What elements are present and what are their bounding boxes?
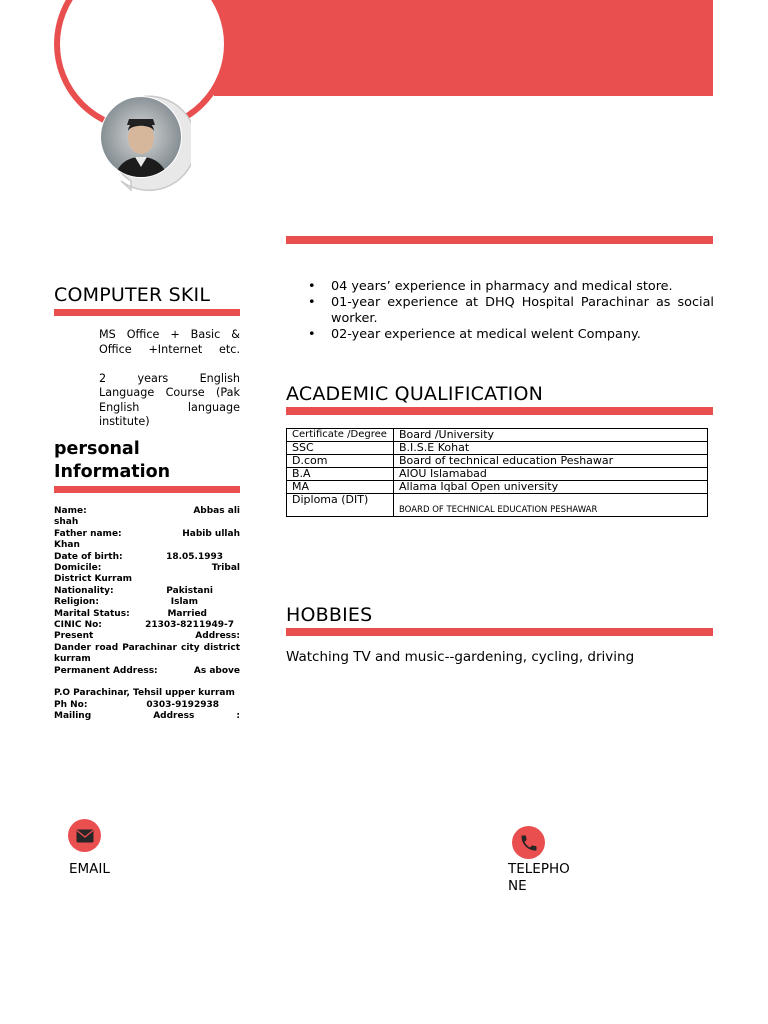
academic-table-wrap [286, 428, 708, 517]
email-label: EMAIL [69, 861, 110, 877]
cell-board: BOARD OF TECHNICAL EDUCATION PESHAWAR [394, 494, 708, 517]
personal-info-title [54, 438, 170, 484]
experience-item: • 01-year experience at DHQ Hospital Parachinar as social worker. [286, 295, 714, 327]
cell-certificate: B.A [287, 468, 394, 481]
personal-info-row [54, 597, 240, 608]
info-value: Islam [170, 597, 198, 608]
personal-info-row [54, 620, 240, 631]
info-label: CINIC No: [54, 620, 102, 631]
experience-item: • 04 years’ experience in pharmacy and medical store. [286, 279, 714, 295]
computer-skill-item: 2 years English Language Course (Pak English language institute) [99, 371, 240, 428]
mailing-label: Mailing [54, 711, 92, 722]
cell-certificate: Diploma (DIT) [287, 494, 394, 517]
experience-list [286, 279, 714, 343]
cell-certificate: SSC [287, 442, 394, 455]
info-value: Pakistani [166, 585, 213, 596]
table-row [287, 494, 708, 517]
computer-skill-item: MS Office + Basic & Office +Internet etc. [99, 328, 240, 356]
mailing-colon: : [236, 711, 240, 722]
table-header-row [287, 429, 708, 442]
profile-photo [91, 95, 191, 195]
info-value: Married [167, 608, 207, 619]
header-board: Board /University [394, 429, 708, 442]
experience-item: • 02-year experience at medical welent Company. [286, 327, 714, 343]
cell-certificate: MA [287, 481, 394, 494]
info-label: Present [54, 631, 94, 642]
academic-divider [286, 407, 713, 415]
personal-info-row [54, 552, 240, 563]
envelope-icon-svg [76, 829, 94, 843]
mailing-value: Address [153, 711, 195, 722]
top-right-divider [286, 236, 713, 244]
info-label: Domicile: [54, 563, 102, 574]
table-row [287, 455, 708, 468]
info-value: As above [193, 665, 240, 676]
hobbies-title: HOBBIES [286, 604, 373, 626]
personal-info-row [54, 609, 240, 620]
profile-photo-svg [91, 95, 191, 195]
phone-icon-svg [519, 833, 539, 853]
info-label: Religion: [54, 597, 99, 608]
personal-info-title-line1: personal [54, 439, 140, 459]
computer-skills-title: COMPUTER SKIL [54, 284, 211, 306]
personal-info-row [54, 586, 240, 597]
computer-skills-divider [54, 309, 240, 316]
post-office: P.O Parachinar, Tehsil upper kurram [54, 688, 235, 699]
hobbies-divider [286, 628, 713, 636]
table-row [287, 442, 708, 455]
personal-info-row [54, 631, 240, 642]
info-value: Tribal [211, 563, 240, 574]
phone-value: 0303-9192938 [146, 699, 219, 710]
personal-info-row [54, 506, 240, 517]
table-row [287, 481, 708, 494]
info-value: Habib ullah [182, 528, 240, 539]
info-label: Name: [54, 506, 87, 516]
table-row [287, 468, 708, 481]
cell-board: B.I.S.E Kohat [394, 442, 708, 455]
info-value: Address: [195, 631, 240, 642]
info-label: Nationality: [54, 585, 114, 596]
experience-section [286, 279, 714, 343]
info-label: Marital Status: [54, 608, 130, 619]
info-label: Father name: [54, 528, 122, 539]
info-value-continued: shah [54, 517, 79, 528]
header-accent-band [214, 0, 713, 96]
phone-label: Ph No: [54, 699, 88, 710]
telephone-label-line1: TELEPHO [508, 861, 570, 877]
hobbies-text: Watching TV and music--gardening, cycling, driving [286, 649, 635, 665]
info-value: 18.05.1993 [166, 551, 223, 562]
cell-board: AIOU Islamabad [394, 468, 708, 481]
personal-info-title-line2: Information [54, 462, 171, 482]
info-value-continued: Dander road Parachinar city district kurram [54, 642, 240, 665]
info-value: 21303-8211949-7 [145, 620, 234, 631]
academic-title: ACADEMIC QUALIFICATION [286, 383, 544, 405]
info-value-continued: Khan [54, 540, 80, 551]
envelope-icon [68, 819, 101, 852]
info-value: Abbas ali [193, 506, 240, 516]
computer-skills-list [99, 328, 240, 444]
telephone-label [508, 861, 570, 895]
info-label: Date of birth: [54, 551, 123, 562]
info-value-continued: District Kurram [54, 574, 133, 585]
info-label: Permanent Address: [54, 665, 158, 676]
header-certificate: Certificate /Degree [287, 429, 394, 442]
personal-info-list [54, 506, 240, 723]
phone-icon [512, 826, 545, 859]
telephone-label-line2: NE [508, 878, 527, 894]
personal-info-row [54, 666, 240, 677]
personal-info-row [54, 563, 240, 574]
cell-certificate: D.com [287, 455, 394, 468]
cell-board: Allama Iqbal Open university [394, 481, 708, 494]
phone-row [54, 700, 240, 711]
personal-info-divider [54, 486, 240, 493]
cell-board: Board of technical education Peshawar [394, 455, 708, 468]
personal-info-row [54, 529, 240, 540]
academic-table [286, 428, 708, 517]
mailing-row [54, 711, 240, 722]
